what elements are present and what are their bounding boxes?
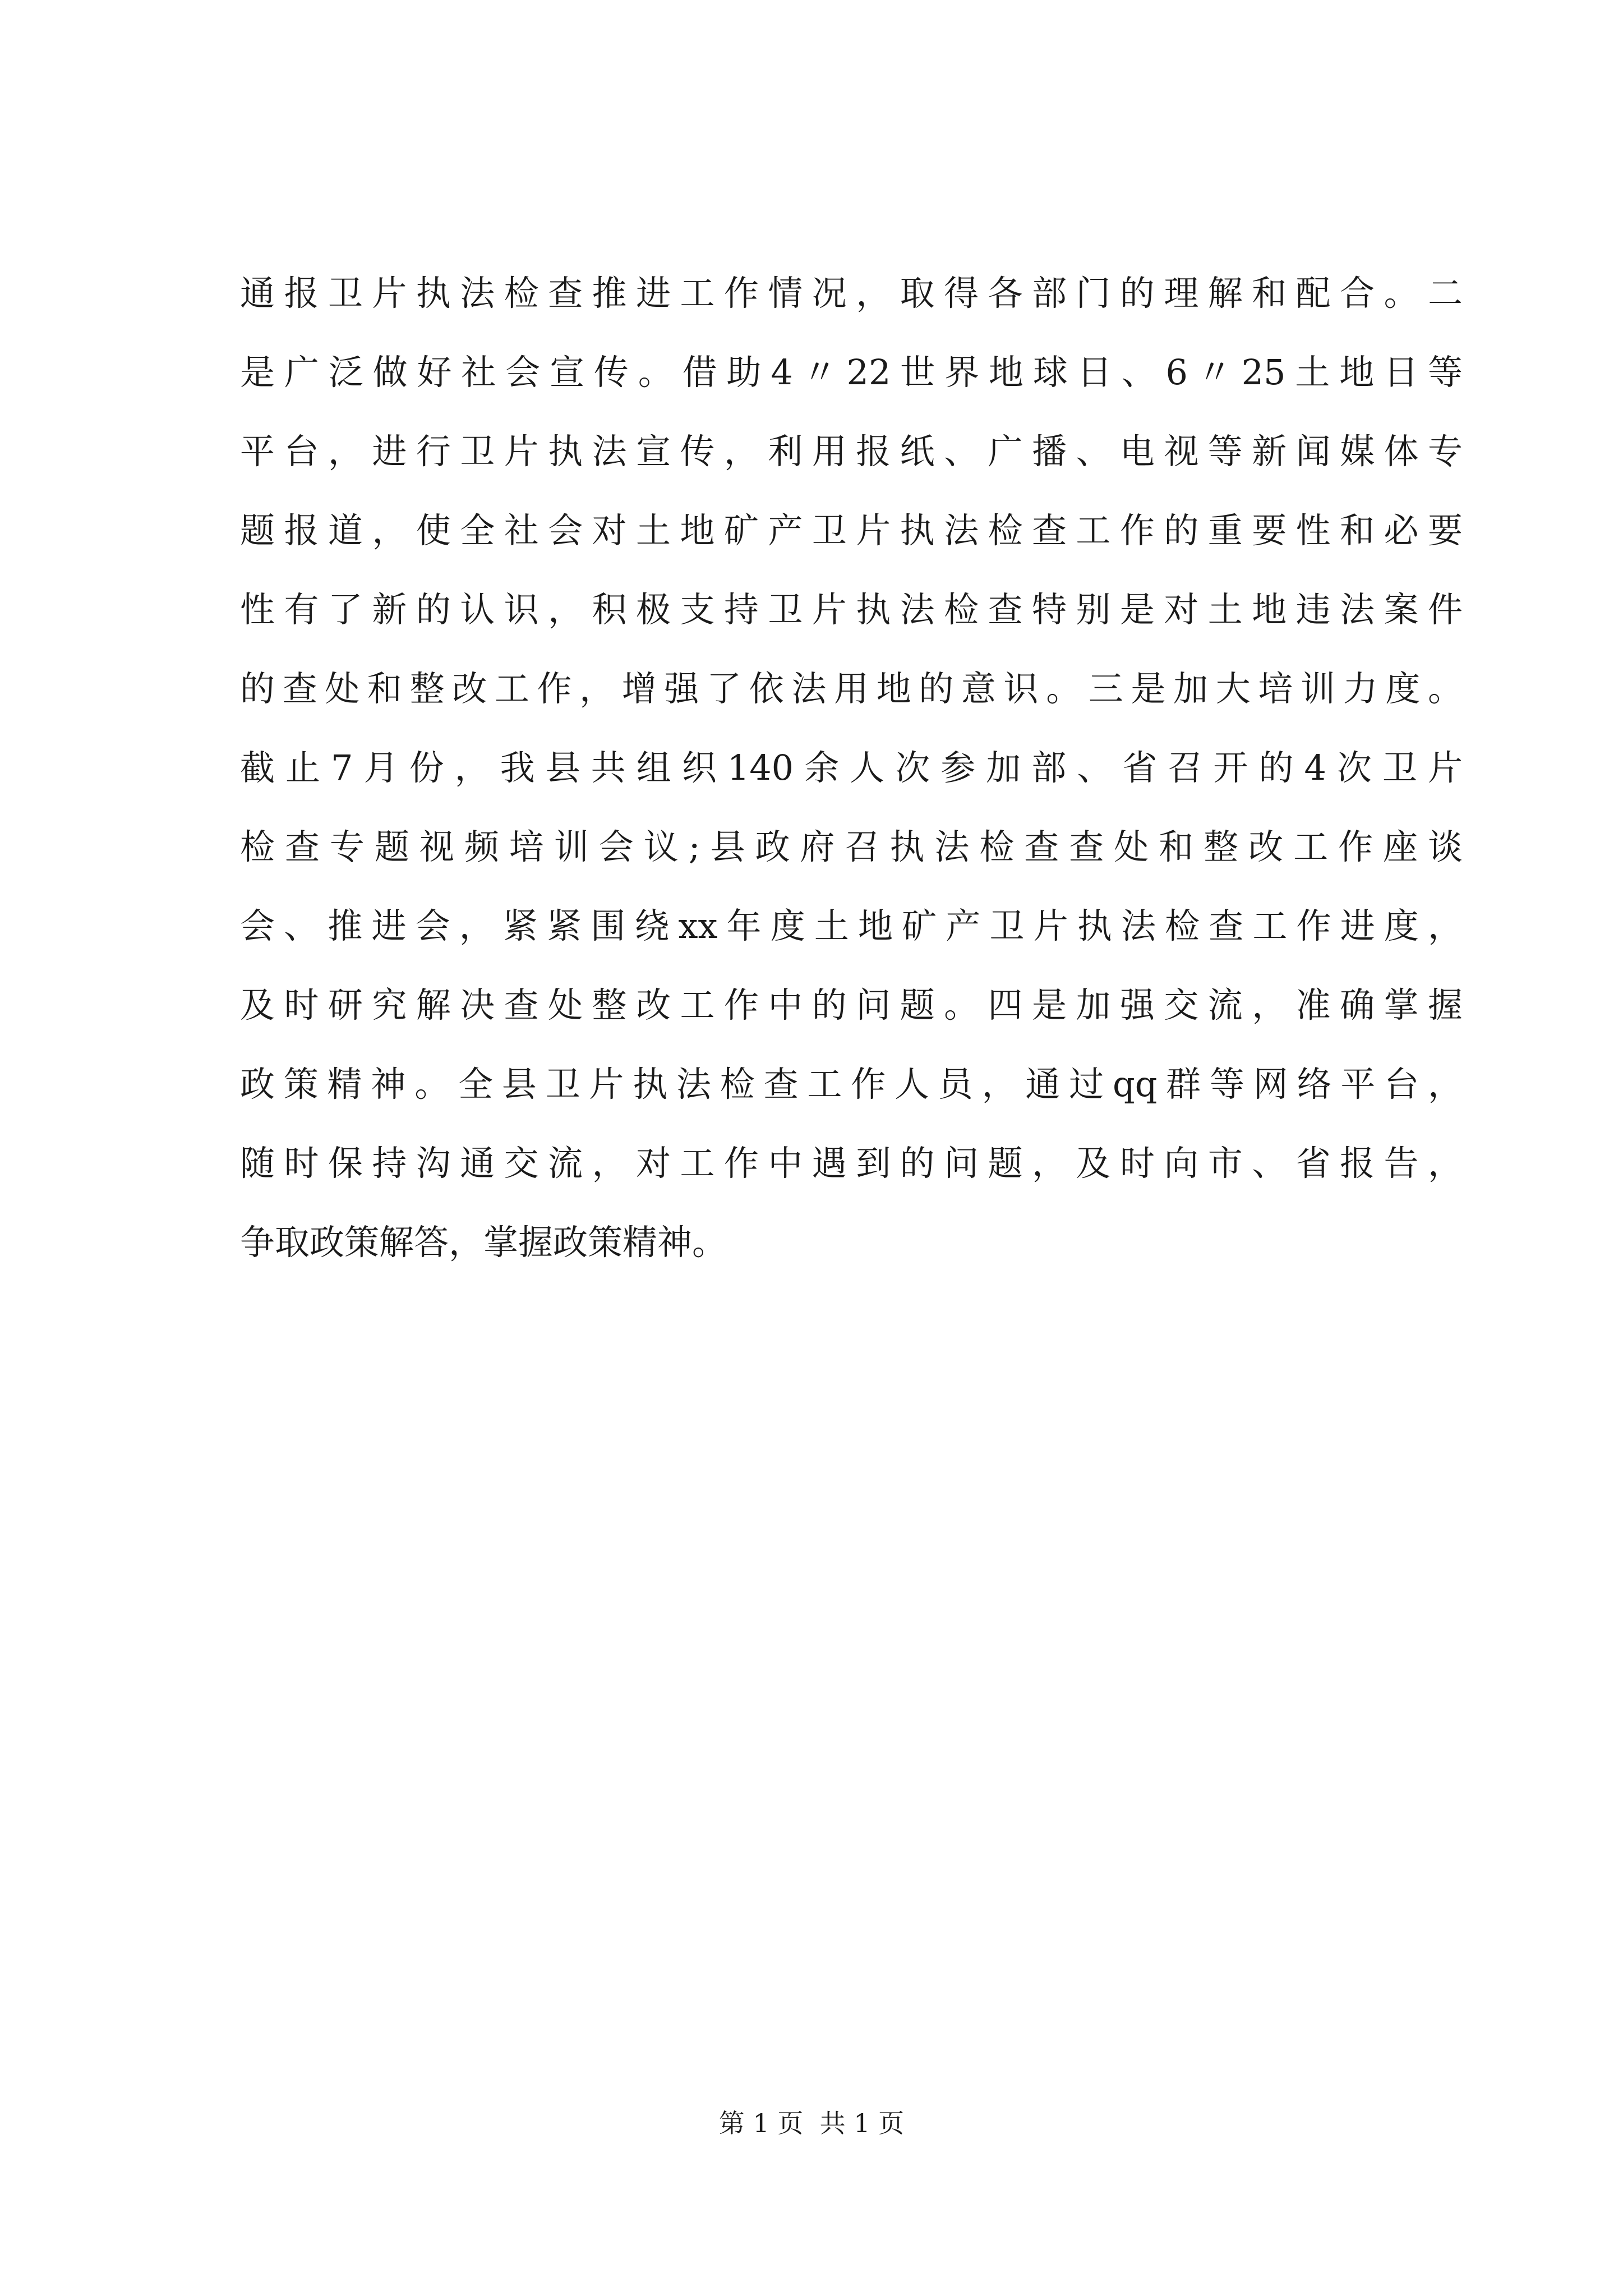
page-number-footer: 第 1 页 共 1 页 xyxy=(718,2108,905,2138)
paragraph-line: 题报道，使全社会对土地矿产卫片执法检查工作的重要性和必要 xyxy=(240,510,1463,551)
paragraph-line: 争取政策解答，掌握政策精神。 xyxy=(240,1222,727,1263)
paragraph-line: 性有了新的认识，积极支持卫片执法检查特别是对土地违法案件 xyxy=(240,589,1463,630)
paragraph-line: 政策精神。全县卫片执法检查工作人员，通过qq群等网络平台， xyxy=(240,1064,1463,1105)
paragraph-line: 检查专题视频培训会议;县政府召执法检查查处和整改工作座谈 xyxy=(240,826,1463,867)
paragraph-line: 的查处和整改工作，增强了依法用地的意识。三是加大培训力度。 xyxy=(240,668,1463,709)
paragraph-line: 平台，进行卫片执法宣传，利用报纸、广播、电视等新闻媒体专 xyxy=(240,431,1463,472)
body-paragraph xyxy=(240,254,1463,1282)
paragraph-line: 截止7月份，我县共组织140余人次参加部、省召开的4次卫片 xyxy=(240,747,1463,788)
paragraph-line: 是广泛做好社会宣传。借助4〃22世界地球日、6〃25土地日等 xyxy=(240,352,1463,393)
paragraph-line: 通报卫片执法检查推进工作情况，取得各部门的理解和配合。二 xyxy=(240,273,1463,314)
paragraph-line: 及时研究解决查处整改工作中的问题。四是加强交流，准确掌握 xyxy=(240,984,1463,1025)
paragraph-line: 会、推进会，紧紧围绕xx年度土地矿产卫片执法检查工作进度， xyxy=(240,905,1463,946)
paragraph-line: 随时保持沟通交流，对工作中遇到的问题，及时向市、省报告， xyxy=(240,1143,1463,1184)
